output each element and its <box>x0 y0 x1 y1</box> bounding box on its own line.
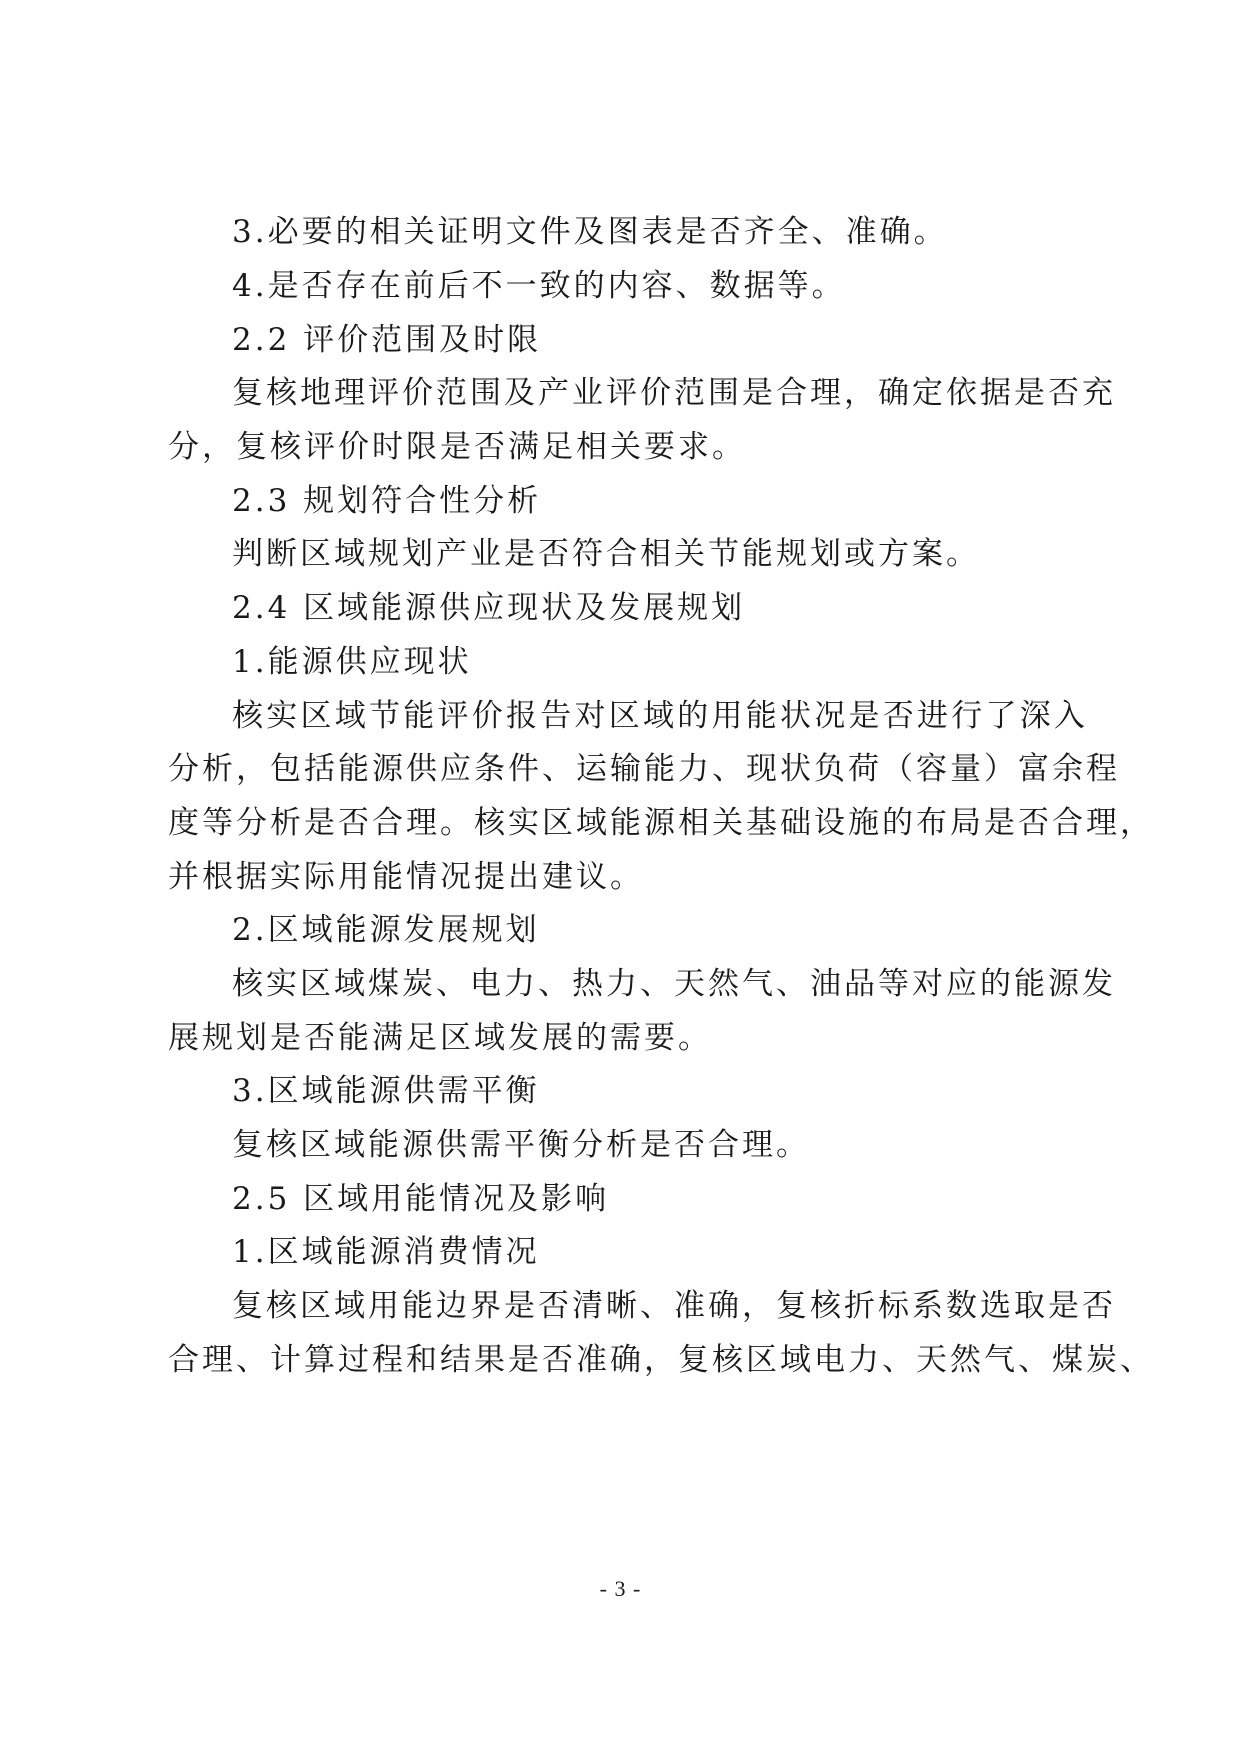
subsection-heading: 3.区域能源供需平衡 <box>232 1073 540 1109</box>
section-heading: 2.5 区域用能情况及影响 <box>232 1181 610 1217</box>
section-heading: 2.4 区域能源供应现状及发展规划 <box>232 590 746 626</box>
paragraph-line: 复核区域用能边界是否清晰、准确，复核折标系数选取是否 <box>232 1288 1116 1324</box>
subsection-heading: 1.区域能源消费情况 <box>232 1234 540 1270</box>
subsection-heading: 1.能源供应现状 <box>232 644 472 680</box>
list-item: 4.是否存在前后不一致的内容、数据等。 <box>232 268 846 304</box>
paragraph-line: 核实区域节能评价报告对区域的用能状况是否进行了深入 <box>232 698 1088 734</box>
section-heading: 2.3 规划符合性分析 <box>232 483 542 519</box>
paragraph-line: 合理、计算过程和结果是否准确，复核区域电力、天然气、煤炭、 <box>168 1342 1154 1378</box>
paragraph-line: 分，复核评价时限是否满足相关要求。 <box>168 429 746 465</box>
paragraph-line: 展规划是否能满足区域发展的需要。 <box>168 1020 712 1056</box>
paragraph-line: 并根据实际用能情况提出建议。 <box>168 859 644 895</box>
paragraph-line: 判断区域规划产业是否符合相关节能规划或方案。 <box>232 536 980 572</box>
subsection-heading: 2.区域能源发展规划 <box>232 912 540 948</box>
list-item: 3.必要的相关证明文件及图表是否齐全、准确。 <box>232 214 948 250</box>
paragraph-line: 复核区域能源供需平衡分析是否合理。 <box>232 1127 810 1163</box>
paragraph-line: 分析，包括能源供应条件、运输能力、现状负荷（容量）富余程 <box>168 751 1120 787</box>
paragraph-line: 度等分析是否合理。核实区域能源相关基础设施的布局是否合理， <box>168 805 1154 841</box>
section-heading: 2.2 评价范围及时限 <box>232 322 542 358</box>
paragraph-line: 复核地理评价范围及产业评价范围是合理，确定依据是否充 <box>232 375 1116 411</box>
page-number: - 3 - <box>599 1576 642 1601</box>
paragraph-line: 核实区域煤炭、电力、热力、天然气、油品等对应的能源发 <box>232 966 1116 1002</box>
